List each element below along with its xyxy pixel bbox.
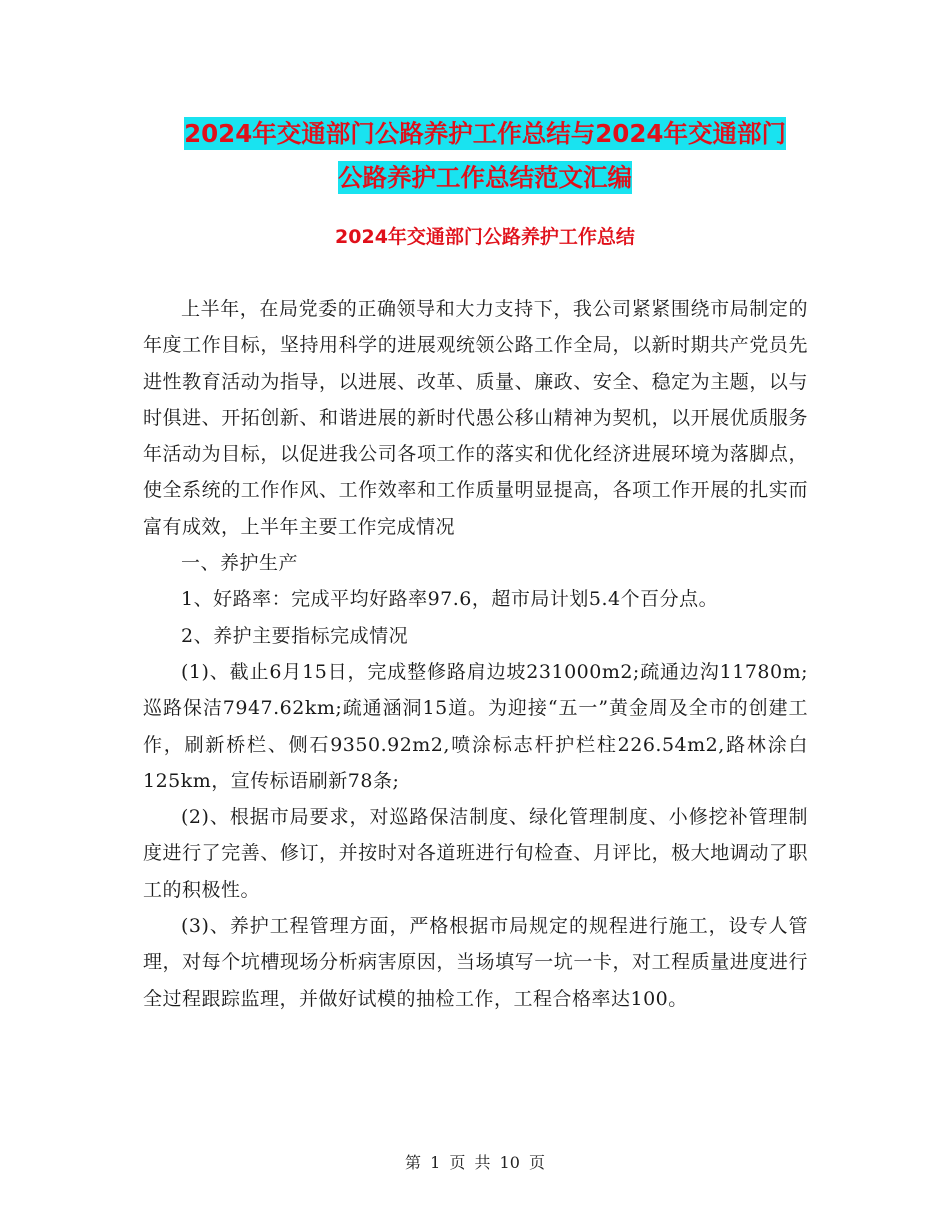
paragraph-item-1: (1)、截止6月15日，完成整修路肩边坡231000m2;疏通边沟11780m;巡路保洁7947.62km;疏通涵洞15道。为迎接“五一”黄金周及全市的创建工作，刷新桥栏、侧石9350.92m2,喷涂标志杆护栏柱226.54m2,路林涂白125km，宣传标语刷新78条;	[143, 660, 808, 792]
page-number-footer: 第 1 页 共 10 页	[405, 1153, 545, 1172]
document-title-line-1: 2024年交通部门公路养护工作总结与2024年交通部门	[184, 119, 786, 148]
paragraph-main-indicators: 2、养护主要指标完成情况	[181, 624, 409, 647]
paragraph-good-road-rate: 1、好路率：完成平均好路率97.6，超市局计划5.4个百分点。	[181, 588, 719, 611]
heading-maintenance-production: 一、养护生产	[181, 552, 299, 575]
paragraph-intro: 上半年，在局党委的正确领导和大力支持下，我公司紧紧围绕市局制定的年度工作目标，坚持用科学的进展观统领公路工作全局，以新时期共产党员先进性教育活动为指导，以进展、改革、质量、廉政、安全、稳定为主题，以与时俱进、开拓创新、和谐进展的新时代愚公移山精神为契机，以开展优质服务年活动为目标，以促进我公司各项工作的落实和优化经济进展环境为落脚点，使全系统的工作作风、工作效率和工作质量明显提高，各项工作开展的扎实而富有成效，上半年主要工作完成情况	[143, 298, 808, 538]
paragraph-item-2: (2)、根据市局要求，对巡路保洁制度、绿化管理制度、小修挖补管理制度进行了完善、修订，并按时对各道班进行旬检查、月评比，极大地调动了职工的积极性。	[143, 806, 808, 901]
document-title	[140, 112, 830, 200]
document-body	[143, 291, 808, 1017]
section-title: 2024年交通部门公路养护工作总结	[335, 226, 635, 248]
document-title-line-2: 公路养护工作总结范文汇编	[338, 163, 632, 192]
paragraph-item-3: (3)、养护工程管理方面，严格根据市局规定的规程进行施工，设专人管理，对每个坑槽现场分析病害原因，当场填写一坑一卡，对工程质量进度进行全过程跟踪监理，并做好试模的抽检工作，工程合格率达100。	[143, 915, 808, 1010]
